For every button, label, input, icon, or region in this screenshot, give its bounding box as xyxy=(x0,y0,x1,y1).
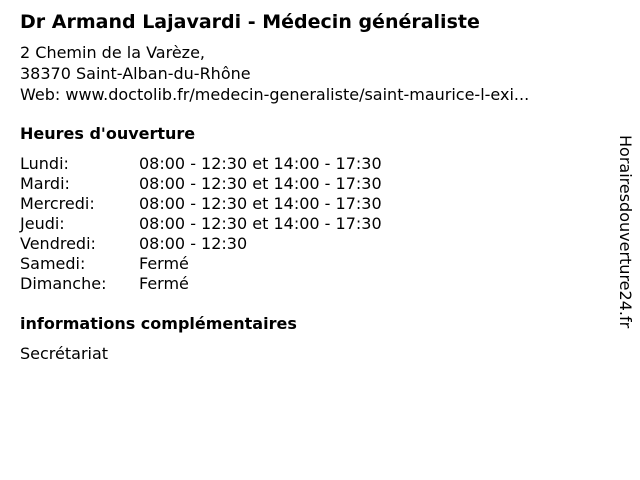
additional-info-heading: informations complémentaires xyxy=(20,314,297,333)
day-label: Mardi: xyxy=(20,174,70,193)
time-value: Fermé xyxy=(139,274,189,293)
hours-row-wednesday xyxy=(20,194,382,214)
website-link[interactable]: Web: www.doctolib.fr/medecin-generaliste/saint-maurice-l-exi... xyxy=(20,85,530,104)
additional-info-text: Secrétariat xyxy=(20,344,109,363)
day-label: Samedi: xyxy=(20,254,86,273)
address-block xyxy=(20,42,529,105)
hours-row-monday xyxy=(20,154,382,174)
hours-row-friday xyxy=(20,234,382,254)
time-value: 08:00 - 12:30 xyxy=(139,234,248,253)
time-value: Fermé xyxy=(139,254,189,273)
day-label: Mercredi: xyxy=(20,194,95,213)
day-label: Dimanche: xyxy=(20,274,107,293)
day-label: Vendredi: xyxy=(20,234,96,253)
time-value: 08:00 - 12:30 et 14:00 - 17:30 xyxy=(139,194,382,213)
time-value: 08:00 - 12:30 et 14:00 - 17:30 xyxy=(139,154,382,173)
hours-row-tuesday xyxy=(20,174,382,194)
hours-row-saturday xyxy=(20,254,382,274)
day-label: Jeudi: xyxy=(20,214,65,233)
hours-row-sunday xyxy=(20,274,382,294)
opening-hours-table xyxy=(20,154,382,294)
hours-row-thursday xyxy=(20,214,382,234)
opening-hours-heading: Heures d'ouverture xyxy=(20,124,196,143)
address-line-street: 2 Chemin de la Varèze, xyxy=(20,43,206,62)
page-title: Dr Armand Lajavardi - Médecin généraliste xyxy=(20,11,480,33)
time-value: 08:00 - 12:30 et 14:00 - 17:30 xyxy=(139,214,382,233)
site-watermark-label: Horairesdouverture24.fr xyxy=(616,135,635,329)
day-label: Lundi: xyxy=(20,154,69,173)
address-line-city: 38370 Saint-Alban-du-Rhône xyxy=(20,64,251,83)
time-value: 08:00 - 12:30 et 14:00 - 17:30 xyxy=(139,174,382,193)
